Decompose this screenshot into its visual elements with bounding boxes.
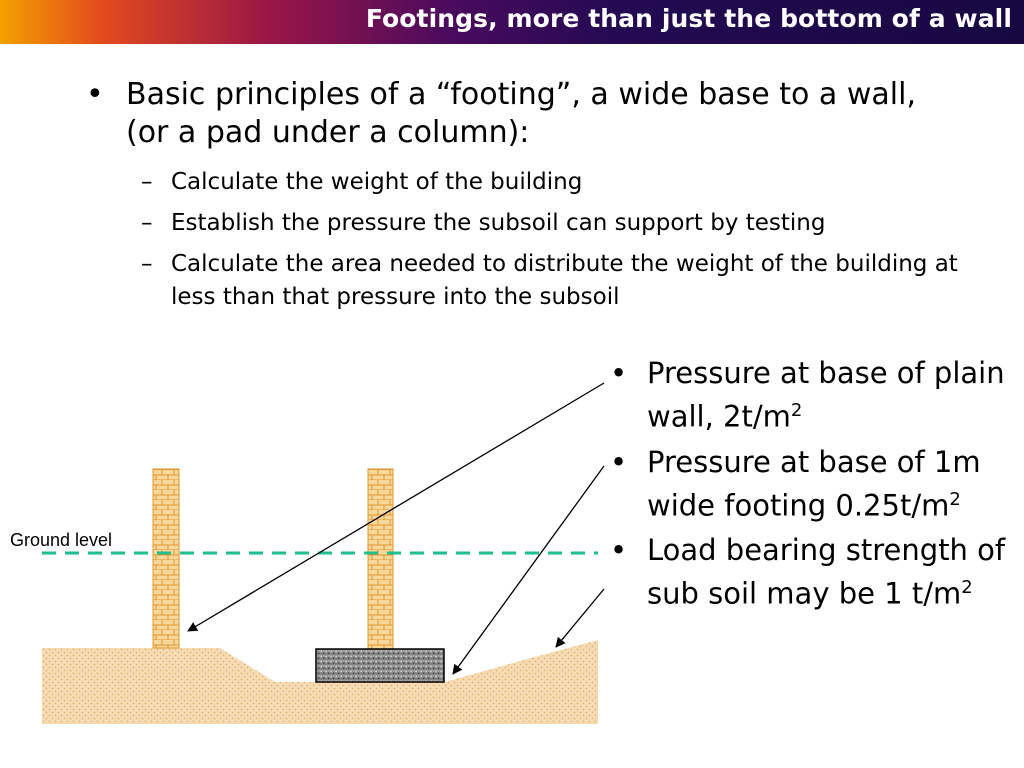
right-bullet-text: Pressure at base of plain wall, 2t/m bbox=[647, 356, 1005, 434]
sub-bullet-text: Calculate the area needed to distribute the weight of the building at less than that pressure into the subsoil bbox=[171, 251, 958, 310]
dash-glyph: – bbox=[141, 210, 153, 236]
right-bullet-text: Pressure at base of 1m wide footing 0.25t/m bbox=[647, 444, 981, 523]
right-wall-icon bbox=[368, 469, 393, 649]
sub-bullet-text: Calculate the weight of the building bbox=[171, 169, 583, 195]
bullet-glyph: • bbox=[86, 77, 104, 112]
arrow-to-subsoil bbox=[556, 589, 604, 647]
bullet-glyph: • bbox=[610, 533, 628, 568]
sub-bullet-text: Establish the pressure the subsoil can support by testing bbox=[171, 210, 826, 236]
arrow-to-footing-base bbox=[453, 466, 604, 674]
dash-glyph: – bbox=[141, 251, 153, 277]
concrete-footing-icon bbox=[316, 649, 444, 682]
slide-title: Footings, more than just the bottom of a wall bbox=[365, 4, 1012, 33]
arrow-to-left-wall-base bbox=[188, 383, 604, 631]
dash-glyph: – bbox=[141, 169, 153, 195]
bullet-glyph: • bbox=[610, 444, 628, 479]
superscript: 2 bbox=[790, 400, 803, 421]
right-bullet-text: Load bearing strength of sub soil may be 1 t/m bbox=[647, 533, 1006, 611]
ground-level-label: Ground level bbox=[10, 530, 113, 550]
superscript: 2 bbox=[961, 577, 973, 599]
main-bullet-text: Basic principles of a “footing”, a wide base to a wall, (or a pad under a column): bbox=[126, 77, 916, 150]
superscript: 2 bbox=[949, 488, 961, 510]
bullet-glyph: • bbox=[610, 356, 628, 390]
left-wall-icon bbox=[153, 469, 179, 648]
